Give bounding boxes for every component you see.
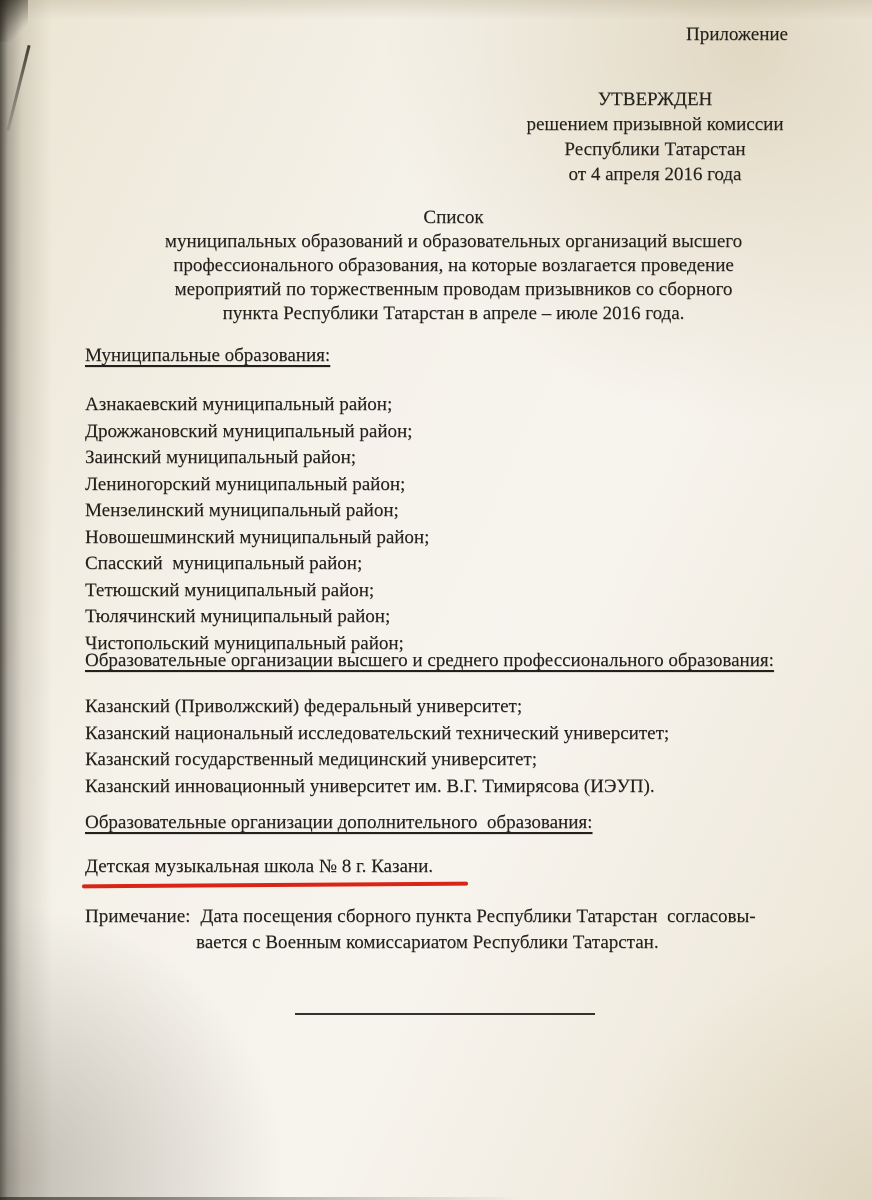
title-line: муниципальных образований и образовательных организаций высшего <box>164 231 743 252</box>
highlighted-school-item: Детская музыкальная школа № 8 г. Казани. <box>85 856 434 877</box>
red-pen-underline <box>82 882 468 888</box>
signature-line <box>295 1013 595 1015</box>
list-item: Спасский муниципальный район; <box>85 553 363 574</box>
approval-block <box>490 87 820 187</box>
list-item: Казанский национальный исследовательский технический университет; <box>85 722 670 744</box>
list-item: Казанский государственный медицинский университет; <box>85 749 537 770</box>
approval-line: Республики Татарстан <box>564 139 746 160</box>
list-item: Казанский (Приволжский) федеральный университет; <box>85 696 523 717</box>
list-item: Чистопольский муниципальный район; <box>85 632 404 654</box>
approval-line: решением призывной комиссии <box>526 114 784 135</box>
municipal-list <box>85 392 429 657</box>
section-heading-municipal: Муниципальные образования: <box>85 345 331 366</box>
list-item: Новошешминский муниципальный район; <box>85 526 430 548</box>
approval-line: от 4 апреля 2016 года <box>568 164 742 185</box>
note-label: Примечание: <box>85 906 191 927</box>
list-item: Мензелинский муниципальный район; <box>85 500 399 521</box>
note-text: Дата посещения сборного пункта Республики Татарстан согласовы- <box>200 906 756 927</box>
list-item: Заинский муниципальный район; <box>85 447 357 468</box>
title-line: профессионального образования, на которые возлагается проведение <box>173 255 734 276</box>
list-item: Лениногорский муниципальный район; <box>85 473 406 495</box>
title-line: мероприятий по торжественным проводам призывников со сборного <box>174 279 733 300</box>
list-item: Тюлячинский муниципальный район; <box>85 606 391 627</box>
title-line: Список <box>423 207 484 228</box>
section-heading-additional-education: Образовательные организации дополнительного образования: <box>85 812 593 833</box>
note-line <box>85 904 756 930</box>
scan-corner-blotch <box>0 0 28 42</box>
higher-education-list <box>85 694 669 800</box>
list-item: Казанский инновационный университет им. В.Г. Тимирясова (ИЭУП). <box>85 775 655 797</box>
list-item: Азнакаевский муниципальный район; <box>85 394 393 415</box>
scan-corner-mark <box>6 45 30 131</box>
document-title <box>75 206 832 326</box>
approval-line: УТВЕРЖДЕН <box>597 89 713 110</box>
appendix-label: Приложение <box>686 24 788 45</box>
note-line: вается с Военным комиссариатом Республики Татарстан. <box>196 932 659 953</box>
list-item: Дрожжановский муниципальный район; <box>85 420 413 442</box>
note-block <box>85 904 756 956</box>
list-item: Тетюшский муниципальный район; <box>85 579 375 601</box>
title-line: пункта Республики Татарстан в апреле – июле 2016 года. <box>222 303 685 324</box>
section-heading-higher-education: Образовательные организации высшего и среднего профессионального образования: <box>85 650 774 671</box>
